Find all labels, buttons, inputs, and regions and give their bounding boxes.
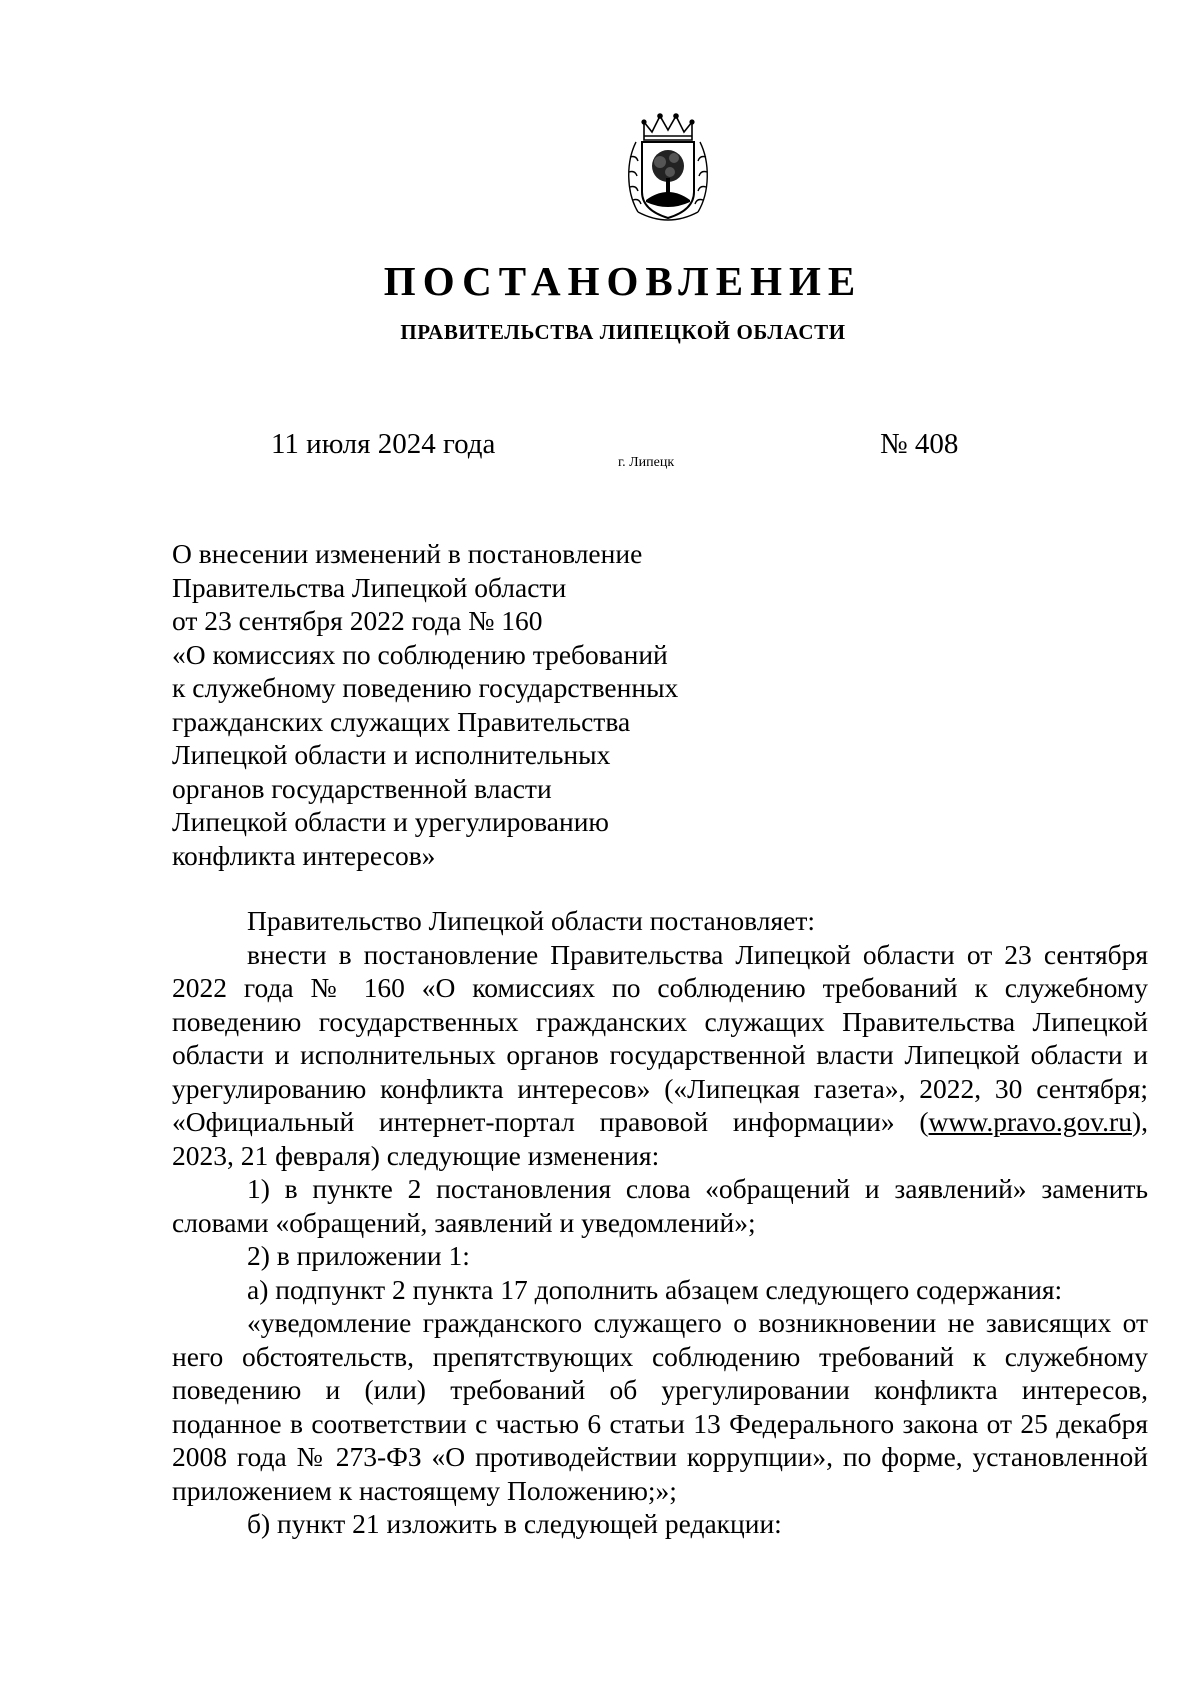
document-number: № 408 <box>880 428 959 460</box>
text-line: 2022 года № 160 «О комиссиях по соблюдению требований к служебному <box>172 972 1148 1003</box>
crown-icon <box>642 114 694 140</box>
document-city: г. Липецк <box>618 455 675 470</box>
pravo-gov-link[interactable]: www.pravo.gov.ru <box>928 1106 1132 1137</box>
document-body <box>172 904 1148 1541</box>
heading-line: О внесении изменений в постановление <box>172 538 643 569</box>
paragraph-quote <box>172 1306 1148 1507</box>
heading-line: Липецкой области и исполнительных <box>172 739 611 770</box>
heading-line: гражданских служащих Правительства <box>172 705 631 737</box>
text-line: поведению государственных гражданских служащих Правительства Липецкой <box>172 1005 1148 1037</box>
text-line: области и исполнительных органов государственной власти Липецкой области и <box>172 1039 1148 1070</box>
text-line: «уведомление гражданского служащего о возникновении не зависящих от <box>247 1307 1148 1338</box>
document-heading <box>172 537 732 872</box>
document-title: ПОСТАНОВЛЕНИЕ <box>383 258 863 304</box>
heading-line: «О комиссиях по соблюдению требований <box>172 638 668 670</box>
heading-line: органов государственной власти <box>172 772 552 804</box>
text-line: словами «обращений, заявлений и уведомлений»; <box>172 1206 756 1238</box>
heading-line: к служебному поведению государственных <box>172 672 679 703</box>
paragraph-item-1 <box>172 1172 1148 1239</box>
text-line <box>172 1105 1148 1139</box>
document-date: 11 июля 2024 года <box>271 428 496 460</box>
text-line: 1) в пункте 2 постановления слова «обращений и заявлений» заменить <box>247 1173 1148 1204</box>
coat-of-arms-emblem <box>624 112 712 230</box>
shield-icon <box>642 142 694 218</box>
paragraph-subitem-b: б) пункт 21 изложить в следующей редакции: <box>247 1508 782 1539</box>
text-line: поданное в соответствии с частью 6 статьи 13 Федерального закона от 25 декабря <box>172 1407 1148 1439</box>
text-line: внести в постановление Правительства Липецкой области от 23 сентября <box>247 938 1148 970</box>
intro-paragraph: Правительство Липецкой области постановляет: <box>247 905 816 936</box>
issuing-authority: ПРАВИТЕЛЬСТВА ЛИПЕЦКОЙ ОБЛАСТИ <box>400 320 846 344</box>
text-fragment: ), <box>1131 1106 1148 1137</box>
text-fragment: «Официальный интернет-портал правовой информации» ( <box>172 1106 929 1137</box>
text-line: приложением к настоящему Положению;»; <box>172 1474 677 1506</box>
text-line: него обстоятельств, препятствующих соблюдению требований к служебному <box>172 1340 1148 1372</box>
paragraph-item-2: 2) в приложении 1: <box>247 1240 470 1271</box>
heading-line: конфликта интересов» <box>172 839 436 871</box>
heading-line: Липецкой области и урегулированию <box>172 806 609 837</box>
text-line: урегулированию конфликта интересов» («Липецкая газета», 2022, 30 сентября; <box>172 1072 1148 1104</box>
text-line: 2008 года № 273-ФЗ «О противодействии коррупции», по форме, установленной <box>172 1441 1148 1472</box>
text-line: поведению и (или) требований об урегулировании конфликта интересов, <box>172 1374 1148 1405</box>
paragraph-amendment <box>172 938 1148 1173</box>
text-line: 2023, 21 февраля) следующие изменения: <box>172 1139 660 1171</box>
heading-line: от 23 сентября 2022 года № 160 <box>172 605 543 636</box>
paragraph-subitem-a: а) подпункт 2 пункта 17 дополнить абзацем следующего содержания: <box>247 1273 1063 1305</box>
heading-line: Правительства Липецкой области <box>172 571 567 603</box>
